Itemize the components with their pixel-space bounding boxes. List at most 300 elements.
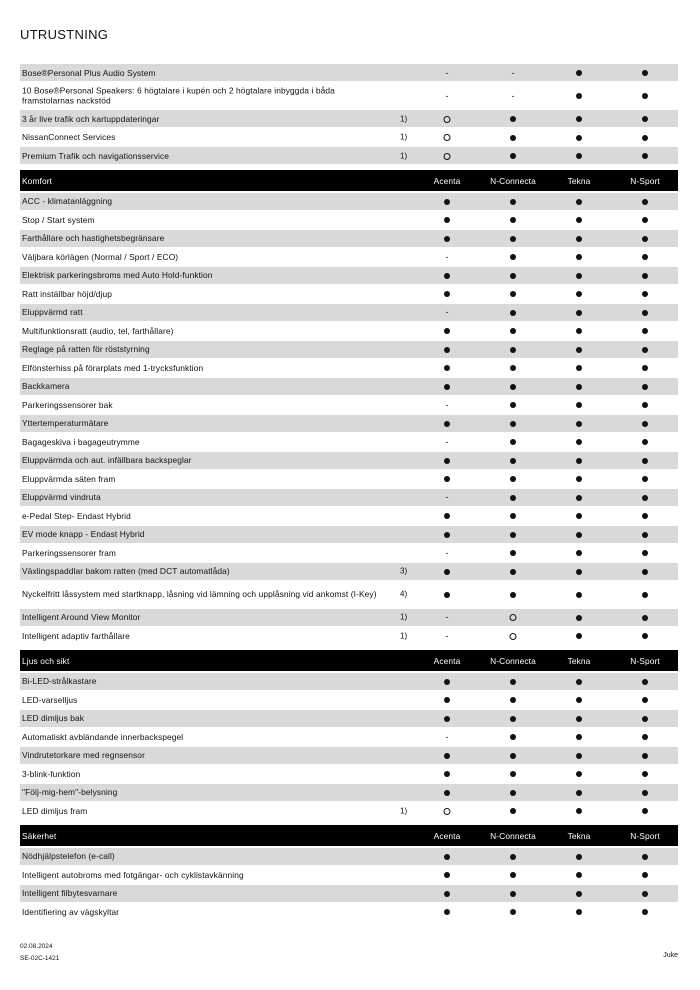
availability-cell xyxy=(444,870,450,880)
availability-cell xyxy=(444,769,450,779)
standard-dot-icon xyxy=(642,153,648,159)
availability-cell xyxy=(642,252,648,262)
availability-cell xyxy=(510,851,516,861)
standard-dot-icon xyxy=(576,384,582,390)
standard-dot-icon xyxy=(576,615,582,621)
page-title: UTRUSTNING xyxy=(20,27,109,42)
standard-dot-icon xyxy=(444,458,450,464)
standard-dot-icon xyxy=(642,310,648,316)
feature-label: Eluppvärmda säten fram xyxy=(22,473,116,484)
availability-cell xyxy=(444,511,450,521)
standard-dot-icon xyxy=(510,909,516,915)
feature-label: Premium Trafik och navigationsservice xyxy=(22,150,170,161)
feature-label: Intelligent Around View Monitor xyxy=(22,611,141,622)
availability-cell xyxy=(510,437,516,447)
standard-dot-icon xyxy=(576,116,582,122)
table-row xyxy=(20,802,678,819)
standard-dot-icon xyxy=(642,421,648,427)
availability-cell: - xyxy=(445,731,449,742)
availability-cell xyxy=(642,474,648,484)
availability-cell xyxy=(576,695,582,705)
feature-label: Farthållare och hastighetsbegränsare xyxy=(22,232,165,243)
availability-cell xyxy=(510,695,516,705)
standard-dot-icon xyxy=(444,790,450,796)
standard-dot-icon xyxy=(576,347,582,353)
feature-label: Automatiskt avbländande innerbackspegel xyxy=(22,731,184,742)
availability-cell xyxy=(576,851,582,861)
availability-cell xyxy=(642,713,648,723)
standard-dot-icon xyxy=(444,421,450,427)
availability-cell: - xyxy=(445,399,449,410)
availability-cell xyxy=(576,400,582,410)
feature-label: Ratt inställbar höjd/djup xyxy=(22,288,113,299)
availability-cell xyxy=(576,289,582,299)
standard-dot-icon xyxy=(642,771,648,777)
feature-label: LED dimljus fram xyxy=(22,805,88,816)
availability-cell xyxy=(510,215,516,225)
standard-dot-icon xyxy=(444,891,450,897)
standard-dot-icon xyxy=(642,790,648,796)
availability-cell xyxy=(642,566,648,576)
table-row xyxy=(20,765,678,782)
availability-cell xyxy=(510,511,516,521)
availability-cell xyxy=(444,676,450,686)
standard-dot-icon xyxy=(510,273,516,279)
table-row xyxy=(20,470,678,487)
standard-dot-icon xyxy=(576,513,582,519)
availability-cell xyxy=(642,114,648,124)
availability-cell xyxy=(510,589,516,599)
table-row xyxy=(20,322,678,339)
standard-dot-icon xyxy=(510,550,516,556)
optional-circle-icon xyxy=(510,614,517,621)
feature-label: Intelligent adaptiv farthållare xyxy=(22,630,130,641)
table-row xyxy=(20,691,678,708)
standard-dot-icon xyxy=(510,421,516,427)
table-row xyxy=(20,489,678,506)
standard-dot-icon xyxy=(510,135,516,141)
standard-dot-icon xyxy=(576,550,582,556)
standard-dot-icon xyxy=(510,716,516,722)
availability-cell xyxy=(444,787,450,797)
column-header: Tekna xyxy=(567,655,591,666)
availability-cell xyxy=(576,381,582,391)
feature-label: Bagageskiva i bagageutrymme xyxy=(22,436,140,447)
availability-cell xyxy=(642,196,648,206)
availability-cell xyxy=(576,732,582,742)
availability-cell xyxy=(510,806,516,816)
standard-dot-icon xyxy=(510,790,516,796)
standard-dot-icon xyxy=(642,217,648,223)
standard-dot-icon xyxy=(642,592,648,598)
table-row xyxy=(20,673,678,690)
column-header: N-Sport xyxy=(630,655,660,666)
standard-dot-icon xyxy=(642,116,648,122)
standard-dot-icon xyxy=(642,458,648,464)
table-row xyxy=(20,396,678,413)
feature-label: Multifunktionsratt (audio, tel, farthållare) xyxy=(22,325,174,336)
availability-cell xyxy=(510,492,516,502)
column-header: Tekna xyxy=(567,175,591,186)
availability-cell: - xyxy=(511,67,515,78)
standard-dot-icon xyxy=(576,402,582,408)
standard-dot-icon xyxy=(576,697,582,703)
availability-cell xyxy=(576,114,582,124)
standard-dot-icon xyxy=(576,70,582,76)
standard-dot-icon xyxy=(510,476,516,482)
standard-dot-icon xyxy=(510,753,516,759)
standard-dot-icon xyxy=(642,615,648,621)
availability-cell xyxy=(642,787,648,797)
availability-cell xyxy=(576,769,582,779)
availability-cell xyxy=(642,437,648,447)
availability-cell xyxy=(444,326,450,336)
table-row xyxy=(20,848,678,865)
availability-cell xyxy=(642,529,648,539)
standard-dot-icon xyxy=(576,854,582,860)
availability-cell xyxy=(642,289,648,299)
feature-label: 3 år live trafik och kartuppdateringar xyxy=(22,113,160,124)
availability-cell xyxy=(576,455,582,465)
table-row xyxy=(20,64,678,81)
standard-dot-icon xyxy=(444,476,450,482)
availability-cell xyxy=(642,233,648,243)
footnote-ref: 1) xyxy=(400,132,408,142)
availability-cell xyxy=(642,132,648,142)
table-row xyxy=(20,903,678,920)
standard-dot-icon xyxy=(444,347,450,353)
availability-cell xyxy=(576,676,582,686)
availability-cell xyxy=(510,870,516,880)
column-header: N-Connecta xyxy=(490,175,536,186)
standard-dot-icon xyxy=(642,93,648,99)
standard-dot-icon xyxy=(444,273,450,279)
availability-cell xyxy=(576,233,582,243)
availability-cell: - xyxy=(445,90,449,101)
feature-label: 10 Bose®Personal Speakers: 6 högtalare i kupén och 2 högtalare inbyggda i båda framstolarnas nackstöd xyxy=(22,85,335,106)
availability-cell xyxy=(510,270,516,280)
standard-dot-icon xyxy=(576,753,582,759)
availability-cell xyxy=(576,437,582,447)
standard-dot-icon xyxy=(576,153,582,159)
availability-cell xyxy=(576,418,582,428)
standard-dot-icon xyxy=(510,439,516,445)
standard-dot-icon xyxy=(510,872,516,878)
standard-dot-icon xyxy=(576,476,582,482)
availability-cell xyxy=(576,196,582,206)
footnote-ref: 1) xyxy=(400,631,408,640)
availability-cell xyxy=(510,474,516,484)
standard-dot-icon xyxy=(510,808,516,814)
standard-dot-icon xyxy=(642,872,648,878)
footnote-ref: 3) xyxy=(400,566,408,576)
footer-date: 02.08.2024 xyxy=(20,943,53,950)
table-row xyxy=(20,83,678,109)
standard-dot-icon xyxy=(642,891,648,897)
standard-dot-icon xyxy=(576,217,582,223)
availability-cell xyxy=(642,270,648,280)
standard-dot-icon xyxy=(642,476,648,482)
standard-dot-icon xyxy=(444,384,450,390)
availability-cell: - xyxy=(511,90,515,101)
availability-cell xyxy=(576,132,582,142)
standard-dot-icon xyxy=(642,347,648,353)
availability-cell xyxy=(510,888,516,898)
availability-cell xyxy=(444,713,450,723)
availability-cell xyxy=(510,151,516,161)
availability-cell xyxy=(510,363,516,373)
availability-cell xyxy=(642,363,648,373)
footer-code: SE-02C-1421 xyxy=(20,955,60,962)
availability-cell xyxy=(510,132,516,142)
availability-cell xyxy=(642,806,648,816)
standard-dot-icon xyxy=(510,458,516,464)
standard-dot-icon xyxy=(444,854,450,860)
standard-dot-icon xyxy=(444,291,450,297)
optional-circle-icon xyxy=(444,808,451,815)
availability-cell xyxy=(576,566,582,576)
standard-dot-icon xyxy=(642,854,648,860)
standard-dot-icon xyxy=(510,153,516,159)
standard-dot-icon xyxy=(444,236,450,242)
column-header: N-Connecta xyxy=(490,655,536,666)
availability-cell xyxy=(576,750,582,760)
availability-cell xyxy=(576,492,582,502)
standard-dot-icon xyxy=(642,291,648,297)
availability-cell: - xyxy=(445,251,449,262)
standard-dot-icon xyxy=(510,254,516,260)
availability-cell xyxy=(642,215,648,225)
feature-label: e-Pedal Step- Endast Hybrid xyxy=(22,510,131,521)
standard-dot-icon xyxy=(642,236,648,242)
standard-dot-icon xyxy=(642,273,648,279)
availability-cell xyxy=(444,750,450,760)
standard-dot-icon xyxy=(642,697,648,703)
table-row xyxy=(20,710,678,727)
availability-cell xyxy=(444,907,450,917)
standard-dot-icon xyxy=(576,254,582,260)
table-row xyxy=(20,267,678,284)
table-row xyxy=(20,507,678,524)
feature-label: Bi-LED-strålkastare xyxy=(22,675,97,686)
feature-label: Växlingspaddlar bakom ratten (med DCT automatlåda) xyxy=(22,565,230,576)
availability-cell xyxy=(576,252,582,262)
availability-cell xyxy=(444,589,450,599)
standard-dot-icon xyxy=(642,254,648,260)
availability-cell xyxy=(642,344,648,354)
standard-dot-icon xyxy=(576,273,582,279)
column-header: Acenta xyxy=(433,175,461,186)
availability-cell xyxy=(576,787,582,797)
table-row xyxy=(20,415,678,432)
standard-dot-icon xyxy=(642,513,648,519)
standard-dot-icon xyxy=(510,217,516,223)
equipment-table xyxy=(20,64,678,922)
availability-cell xyxy=(576,326,582,336)
availability-cell xyxy=(510,907,516,917)
standard-dot-icon xyxy=(510,513,516,519)
section-title: Komfort xyxy=(22,175,53,186)
availability-cell xyxy=(642,631,648,641)
availability-cell xyxy=(576,631,582,641)
availability-cell xyxy=(576,68,582,78)
availability-cell xyxy=(510,750,516,760)
availability-cell xyxy=(510,400,516,410)
feature-label: Identifiering av vägskyltar xyxy=(22,906,120,917)
availability-cell xyxy=(642,68,648,78)
standard-dot-icon xyxy=(510,365,516,371)
table-row xyxy=(20,609,678,626)
availability-cell xyxy=(510,455,516,465)
availability-cell xyxy=(444,888,450,898)
availability-cell: - xyxy=(445,547,449,558)
standard-dot-icon xyxy=(576,532,582,538)
availability-cell xyxy=(642,888,648,898)
feature-label: 3-blink-funktion xyxy=(22,768,81,779)
standard-dot-icon xyxy=(444,753,450,759)
availability-cell: - xyxy=(445,67,449,78)
footnote-ref: 1) xyxy=(400,612,408,622)
standard-dot-icon xyxy=(510,532,516,538)
availability-cell xyxy=(510,713,516,723)
table-row xyxy=(20,563,678,580)
feature-label: "Följ-mig-hem"-belysning xyxy=(22,786,118,797)
availability-cell xyxy=(576,888,582,898)
availability-cell xyxy=(576,151,582,161)
availability-cell xyxy=(444,114,451,124)
standard-dot-icon xyxy=(510,347,516,353)
availability-cell xyxy=(510,344,516,354)
availability-cell xyxy=(510,566,516,576)
standard-dot-icon xyxy=(510,734,516,740)
standard-dot-icon xyxy=(510,310,516,316)
standard-dot-icon xyxy=(576,790,582,796)
availability-cell xyxy=(510,233,516,243)
column-header: Tekna xyxy=(567,830,591,841)
availability-cell: - xyxy=(445,492,449,502)
availability-cell xyxy=(510,732,516,742)
availability-cell xyxy=(576,612,582,622)
availability-cell xyxy=(642,769,648,779)
availability-cell xyxy=(642,307,648,317)
availability-cell xyxy=(642,151,648,161)
standard-dot-icon xyxy=(510,495,516,501)
table-row xyxy=(20,193,678,210)
feature-label: EV mode knapp - Endast Hybrid xyxy=(22,528,145,539)
table-row xyxy=(20,433,678,450)
availability-cell: - xyxy=(445,630,449,641)
availability-cell xyxy=(576,870,582,880)
feature-label: Yttertemperaturmätare xyxy=(22,417,109,428)
standard-dot-icon xyxy=(642,199,648,205)
standard-dot-icon xyxy=(510,236,516,242)
feature-label: Elfönsterhiss på förarplats med 1-trycksfunktion xyxy=(22,362,204,373)
availability-cell xyxy=(444,806,451,816)
standard-dot-icon xyxy=(510,697,516,703)
standard-dot-icon xyxy=(642,909,648,915)
availability-cell xyxy=(642,455,648,465)
footer-brand: Juke xyxy=(663,952,678,959)
section-title: Säkerhet xyxy=(22,830,57,841)
standard-dot-icon xyxy=(642,550,648,556)
availability-cell xyxy=(444,344,450,354)
table-row xyxy=(20,378,678,395)
table-row xyxy=(20,866,678,883)
availability-cell xyxy=(642,326,648,336)
standard-dot-icon xyxy=(576,495,582,501)
standard-dot-icon xyxy=(444,909,450,915)
availability-cell xyxy=(642,418,648,428)
standard-dot-icon xyxy=(510,854,516,860)
footnote-ref: 1) xyxy=(400,114,408,123)
standard-dot-icon xyxy=(576,569,582,575)
standard-dot-icon xyxy=(642,402,648,408)
standard-dot-icon xyxy=(444,532,450,538)
standard-dot-icon xyxy=(642,365,648,371)
table-row xyxy=(20,728,678,745)
availability-cell xyxy=(510,548,516,558)
availability-cell xyxy=(576,215,582,225)
availability-cell xyxy=(510,529,516,539)
standard-dot-icon xyxy=(510,199,516,205)
table-row xyxy=(20,581,678,607)
standard-dot-icon xyxy=(576,891,582,897)
standard-dot-icon xyxy=(576,291,582,297)
availability-cell xyxy=(510,289,516,299)
standard-dot-icon xyxy=(510,592,516,598)
availability-cell xyxy=(642,732,648,742)
table-row xyxy=(20,129,678,146)
standard-dot-icon xyxy=(510,291,516,297)
availability-cell xyxy=(642,381,648,391)
availability-cell xyxy=(642,851,648,861)
standard-dot-icon xyxy=(642,753,648,759)
feature-label: Intelligent autobroms med fotgängar- och cyklistavkänning xyxy=(22,869,244,880)
feature-label: Bose®Personal Plus Audio System xyxy=(22,67,156,78)
table-row xyxy=(20,747,678,764)
availability-cell xyxy=(576,363,582,373)
availability-cell xyxy=(576,548,582,558)
availability-cell xyxy=(642,400,648,410)
standard-dot-icon xyxy=(444,592,450,598)
standard-dot-icon xyxy=(510,384,516,390)
availability-cell xyxy=(510,381,516,391)
standard-dot-icon xyxy=(576,439,582,445)
table-row xyxy=(20,147,678,164)
table-row xyxy=(20,211,678,228)
feature-label: NissanConnect Services xyxy=(22,131,116,142)
table-row xyxy=(20,359,678,376)
section-title: Ljus och sikt xyxy=(22,655,70,666)
standard-dot-icon xyxy=(576,734,582,740)
standard-dot-icon xyxy=(576,716,582,722)
optional-circle-icon xyxy=(444,116,451,123)
table-row xyxy=(20,304,678,321)
availability-cell xyxy=(576,589,582,599)
feature-label: LED dimljus bak xyxy=(22,712,85,723)
availability-cell xyxy=(576,91,582,101)
availability-cell xyxy=(444,455,450,465)
feature-label: LED-varselljus xyxy=(22,694,78,705)
availability-cell xyxy=(510,769,516,779)
availability-cell xyxy=(444,566,450,576)
standard-dot-icon xyxy=(510,771,516,777)
standard-dot-icon xyxy=(576,135,582,141)
availability-cell xyxy=(642,91,648,101)
feature-label: Nödhjälpstelefon (e-call) xyxy=(22,850,115,861)
feature-label: Vindrutetorkare med regnsensor xyxy=(22,749,145,760)
standard-dot-icon xyxy=(444,199,450,205)
